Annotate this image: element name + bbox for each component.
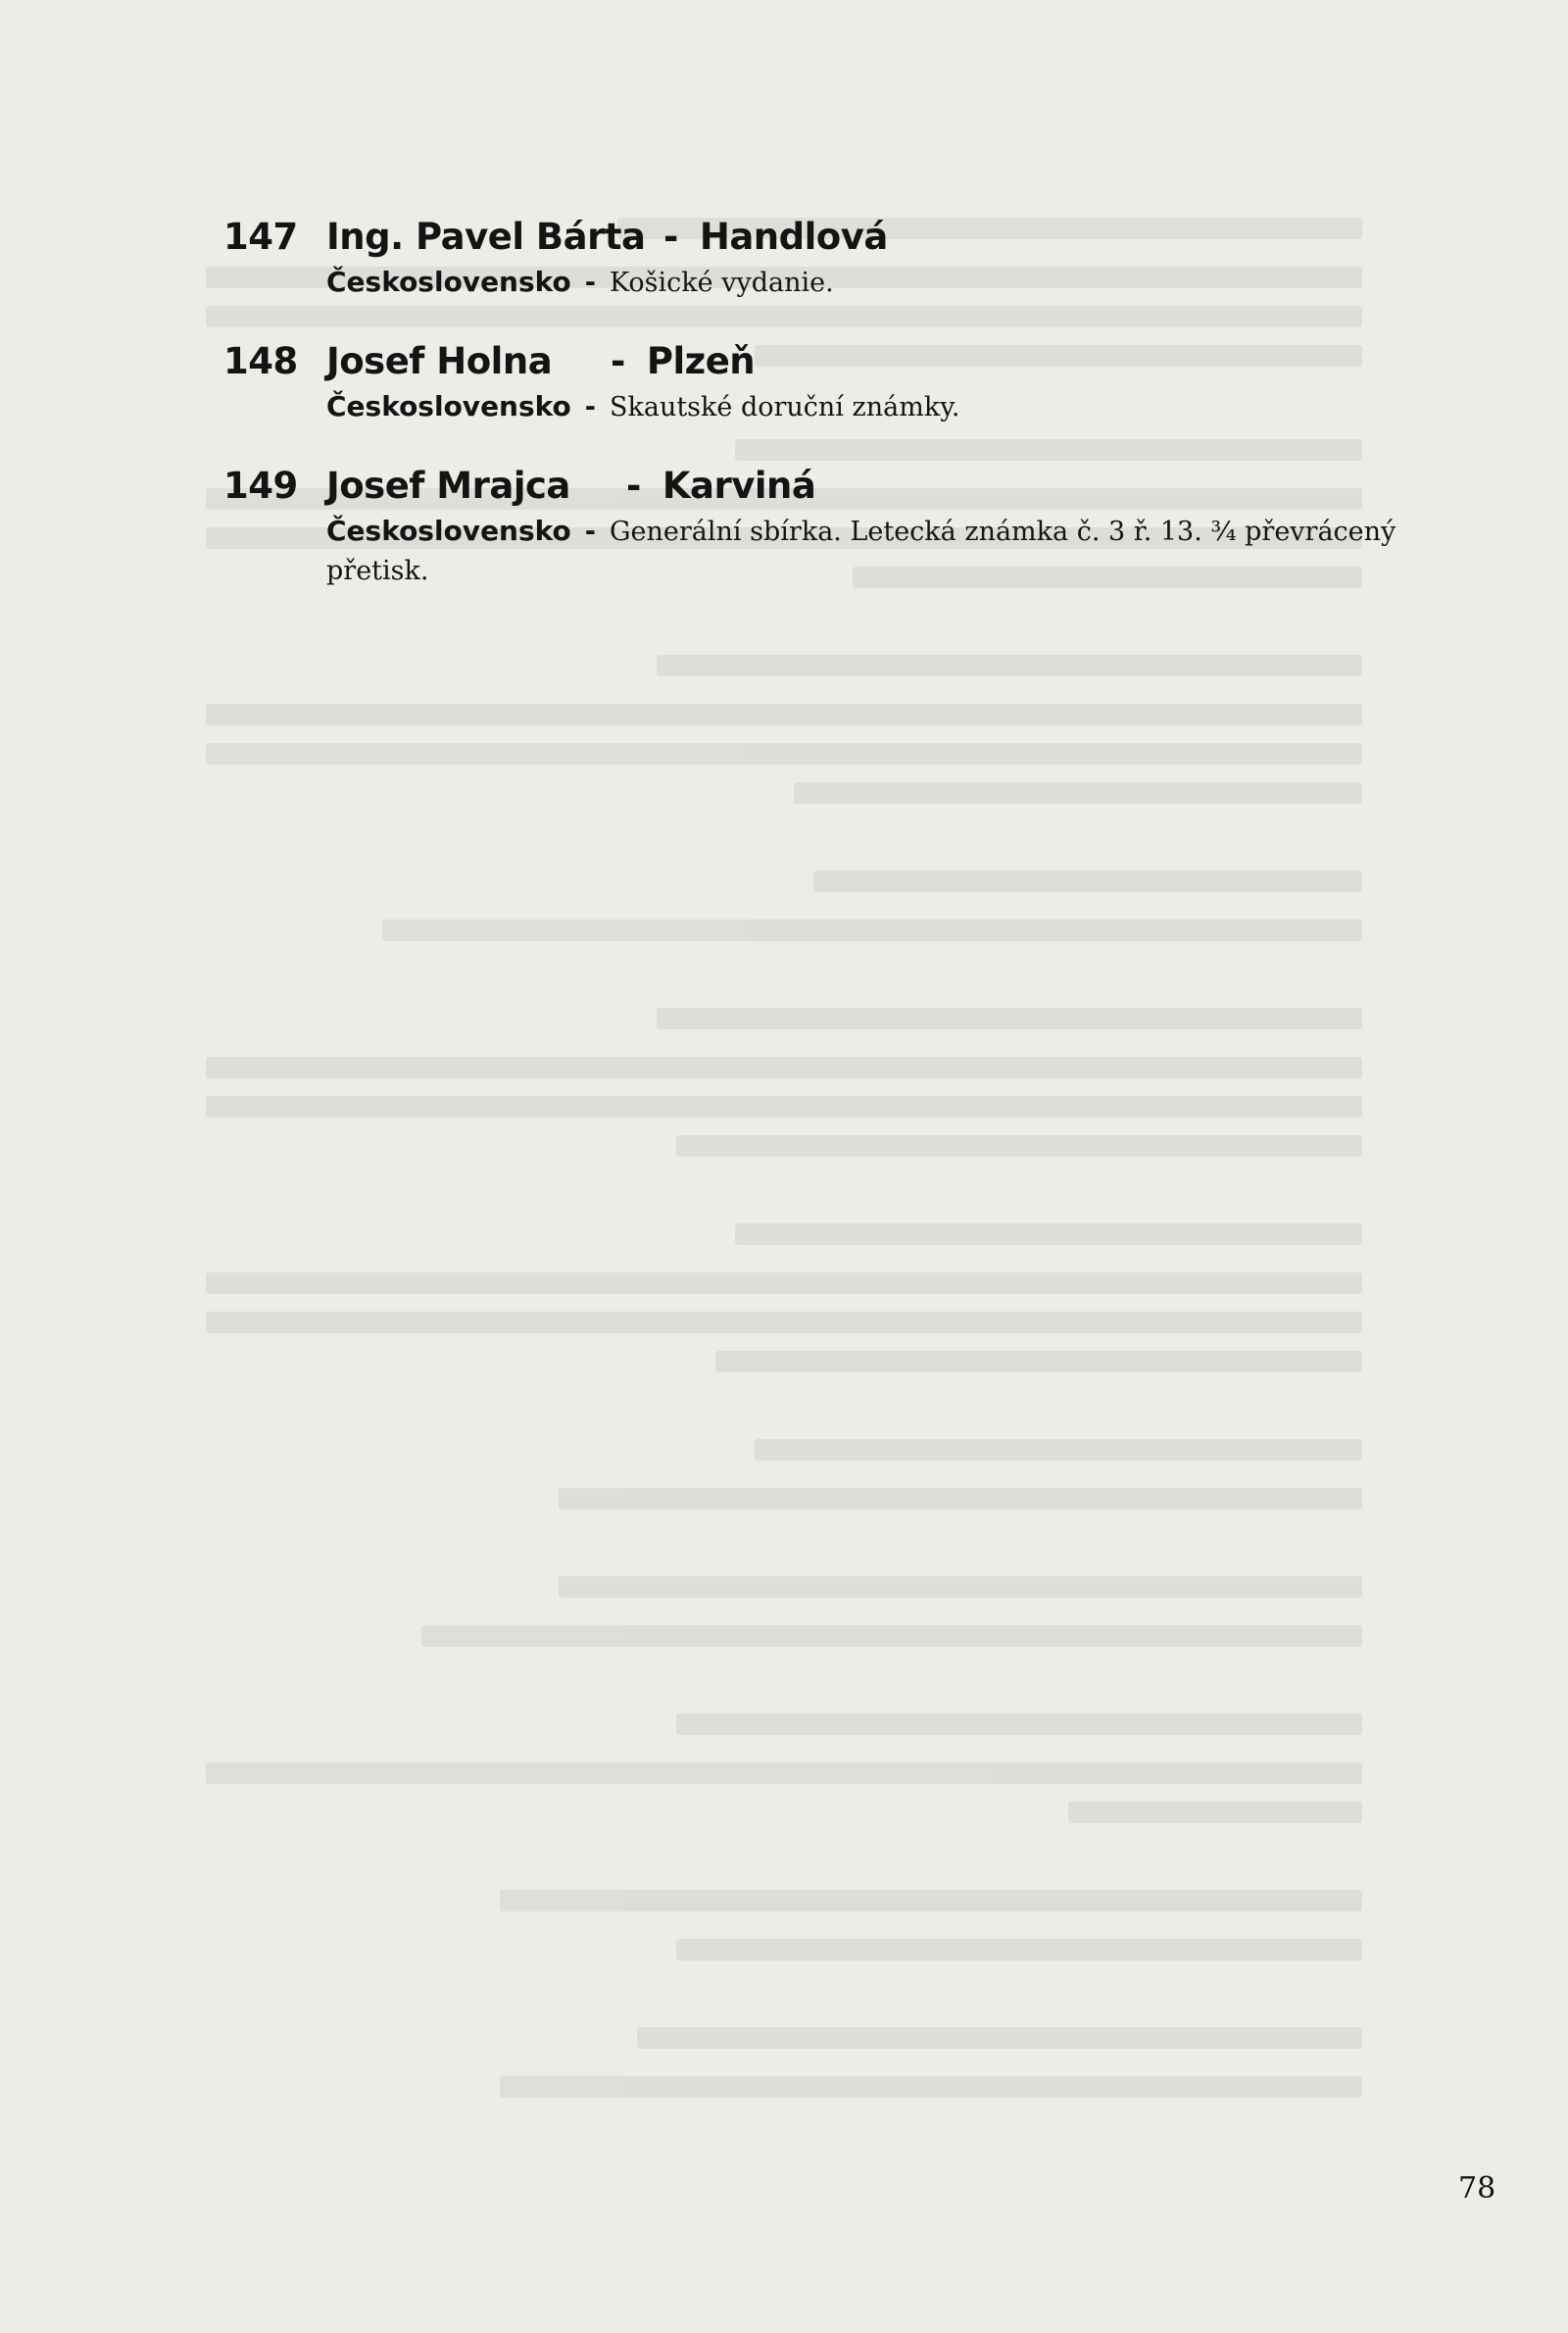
exhibitor-name: Ing. Pavel Bárta xyxy=(326,216,646,258)
entry-country: Československo xyxy=(326,266,571,298)
entry-description xyxy=(223,263,1488,303)
page-number: 78 xyxy=(1458,2171,1496,2206)
exhibitor-name: Josef Mrajca xyxy=(326,465,570,507)
entry-number: 149 xyxy=(223,465,298,507)
description-separator: - xyxy=(584,517,596,547)
heading-separator: - xyxy=(626,465,641,507)
exhibitor-city: Handlová xyxy=(699,216,888,258)
description-separator: - xyxy=(584,392,596,422)
exhibitor-name: Josef Holna xyxy=(326,340,553,382)
catalog-entry xyxy=(223,463,1488,591)
entry-number: 147 xyxy=(223,216,298,258)
exhibitor-city: Karviná xyxy=(662,465,816,507)
entry-heading xyxy=(223,214,1488,261)
entry-description-text: Skautské doruční známky. xyxy=(609,392,960,422)
entry-country: Československo xyxy=(326,515,571,547)
catalog-entry xyxy=(223,338,1488,427)
entry-description-text: Košické vydanie. xyxy=(609,268,834,298)
entry-country: Československo xyxy=(326,390,571,422)
catalog-entry xyxy=(223,214,1488,303)
entry-description xyxy=(223,387,1488,427)
entry-heading xyxy=(223,463,1488,510)
entry-heading xyxy=(223,338,1488,385)
entry-number: 148 xyxy=(223,340,298,382)
heading-separator: - xyxy=(663,216,678,258)
entry-description-text: Generální sbírka. Letecká známka č. 3 ř. 13. ¾ převrácený přetisk. xyxy=(326,517,1396,586)
exhibitor-city: Plzeň xyxy=(646,340,756,382)
catalog-entries xyxy=(223,214,1488,626)
heading-separator: - xyxy=(611,340,625,382)
description-separator: - xyxy=(584,268,596,298)
entry-description xyxy=(223,512,1488,591)
